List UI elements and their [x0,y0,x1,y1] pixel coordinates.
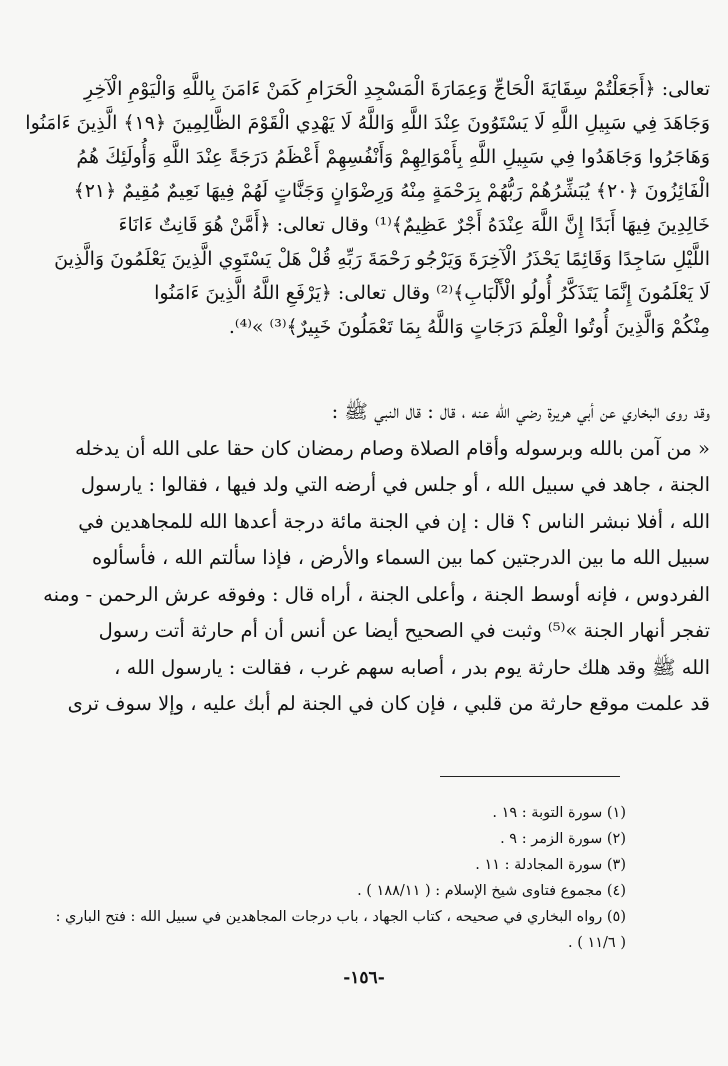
footnote-4: (٤) مجموع فتاوى شيخ الإسلام : ( ١٨٨/١١ ) . [357,883,626,899]
paragraph-line: الله ، أفلا نبشر الناس ؟ قال : إن في الجنة مائة درجة أعدها الله للمجاهدين في [78,509,710,533]
paragraph-line: « من آمن بالله وبرسوله وأقام الصلاة وصام رمضان كان حقا على الله أن يدخله [74,436,710,460]
verse-line: تعالى: ﴿أَجَعَلْتُمْ سِقَايَةَ الْحَاجِّ وَعِمَارَةَ الْمَسْجِدِ الْحَرَامِ كَمَنْ ءَامَنَ بِاللَّهِ وَالْيَوْمِ الْآخِرِ [84,78,710,100]
verse-line: مِنْكُمْ وَالَّذِينَ أُوتُوا الْعِلْمَ دَرَجَاتٍ وَاللَّهُ بِمَا تَعْمَلُونَ خَبِيرٌ﴾⁽³⁾ »⁽⁴⁾. [228,316,710,338]
quran-verses-block [25,72,710,344]
footnote-2: (٢) سورة الزمر : ٩ . [500,831,626,847]
paragraph-line: الفردوس ، فإنه أوسط الجنة ، وأعلى الجنة ، أراه قال : وفوقه عرش الرحمن - ومنه [43,582,710,606]
page-number: -١٥٦- [343,968,385,988]
footnote-5-continued: ( ١١/٦ ) . [567,935,626,951]
paragraph-line: الله ﷺ وقد هلك حارثة يوم بدر ، أصابه سهم غرب ، فقالت : يارسول الله ، [114,655,710,679]
paragraph-line: وقد روى البخاري عن أبي هريرة رضي الله عنه ، قال : قال النبي ﷺ : [331,400,710,423]
footnote-5: (٥) رواه البخاري في صحيحه ، كتاب الجهاد ، باب درجات المجاهدين في سبيل الله : فتح الباري : [55,909,626,925]
verse-line: خَالِدِينَ فِيهَا أَبَدًا إِنَّ اللَّهَ عِنْدَهُ أَجْرٌ عَظِيمٌ﴾⁽¹⁾ وقال تعالى: ﴿أَمَّنْ هُوَ قَانِتٌ ءَانَاءَ [118,214,710,236]
footnotes-block [44,800,626,956]
verse-line: وَجَاهَدَ فِي سَبِيلِ اللَّهِ لَا يَسْتَوُونَ عِنْدَ اللَّهِ وَاللَّهُ لَا يَهْدِي الْقَوْمَ الظَّالِمِينَ ﴿١٩﴾ الَّذِينَ ءَامَنُوا [25,112,710,134]
verse-line: اللَّيْلِ سَاجِدًا وَقَائِمًا يَحْذَرُ الْآخِرَةَ وَيَرْجُو رَحْمَةَ رَبِّهِ قُلْ هَلْ يَسْتَوِي الَّذِينَ يَعْلَمُونَ وَالَّذِينَ [54,248,710,270]
paragraph-line: تفجر أنهار الجنة »⁽⁵⁾ وثبت في الصحيح أيضا عن أنس أن أم حارثة أتت رسول [98,619,710,642]
footnote-1: (١) سورة التوبة : ١٩ . [492,805,626,821]
verse-line: لَا يَعْلَمُونَ إِنَّمَا يَتَذَكَّرُ أُولُو الْأَلْبَابِ﴾⁽²⁾ وقال تعالى: ﴿يَرْفَعِ اللَّهُ الَّذِينَ ءَامَنُوا [154,282,710,304]
verse-line: الْفَائِزُونَ ﴿٢٠﴾ يُبَشِّرُهُمْ رَبُّهُمْ بِرَحْمَةٍ مِنْهُ وَرِضْوَانٍ وَجَنَّاتٍ لَهُمْ فِيهَا نَعِيمٌ مُقِيمٌ ﴿٢١﴾ [73,180,710,202]
footnote-divider [440,776,620,777]
main-paragraph [43,394,710,723]
paragraph-line: قد علمت موقع حارثة من قلبي ، فإن كان في الجنة لم أبك عليه ، وإلا سوف ترى [67,692,710,715]
footnote-3: (٣) سورة المجادلة : ١١ . [475,857,626,873]
verse-line: وَهَاجَرُوا وَجَاهَدُوا فِي سَبِيلِ اللَّهِ بِأَمْوَالِهِمْ وَأَنْفُسِهِمْ أَعْظَمُ دَرَجَةً عِنْدَ اللَّهِ وَأُولَئِكَ هُمُ [76,146,710,168]
paragraph-line: سبيل الله ما بين الدرجتين كما بين السماء والأرض ، فإذا سألتم الله ، فأسألوه [92,546,710,569]
paragraph-line: الجنة ، جاهد في سبيل الله ، أو جلس في أرضه التي ولد فيها ، فقالوا : يارسول [80,473,710,496]
